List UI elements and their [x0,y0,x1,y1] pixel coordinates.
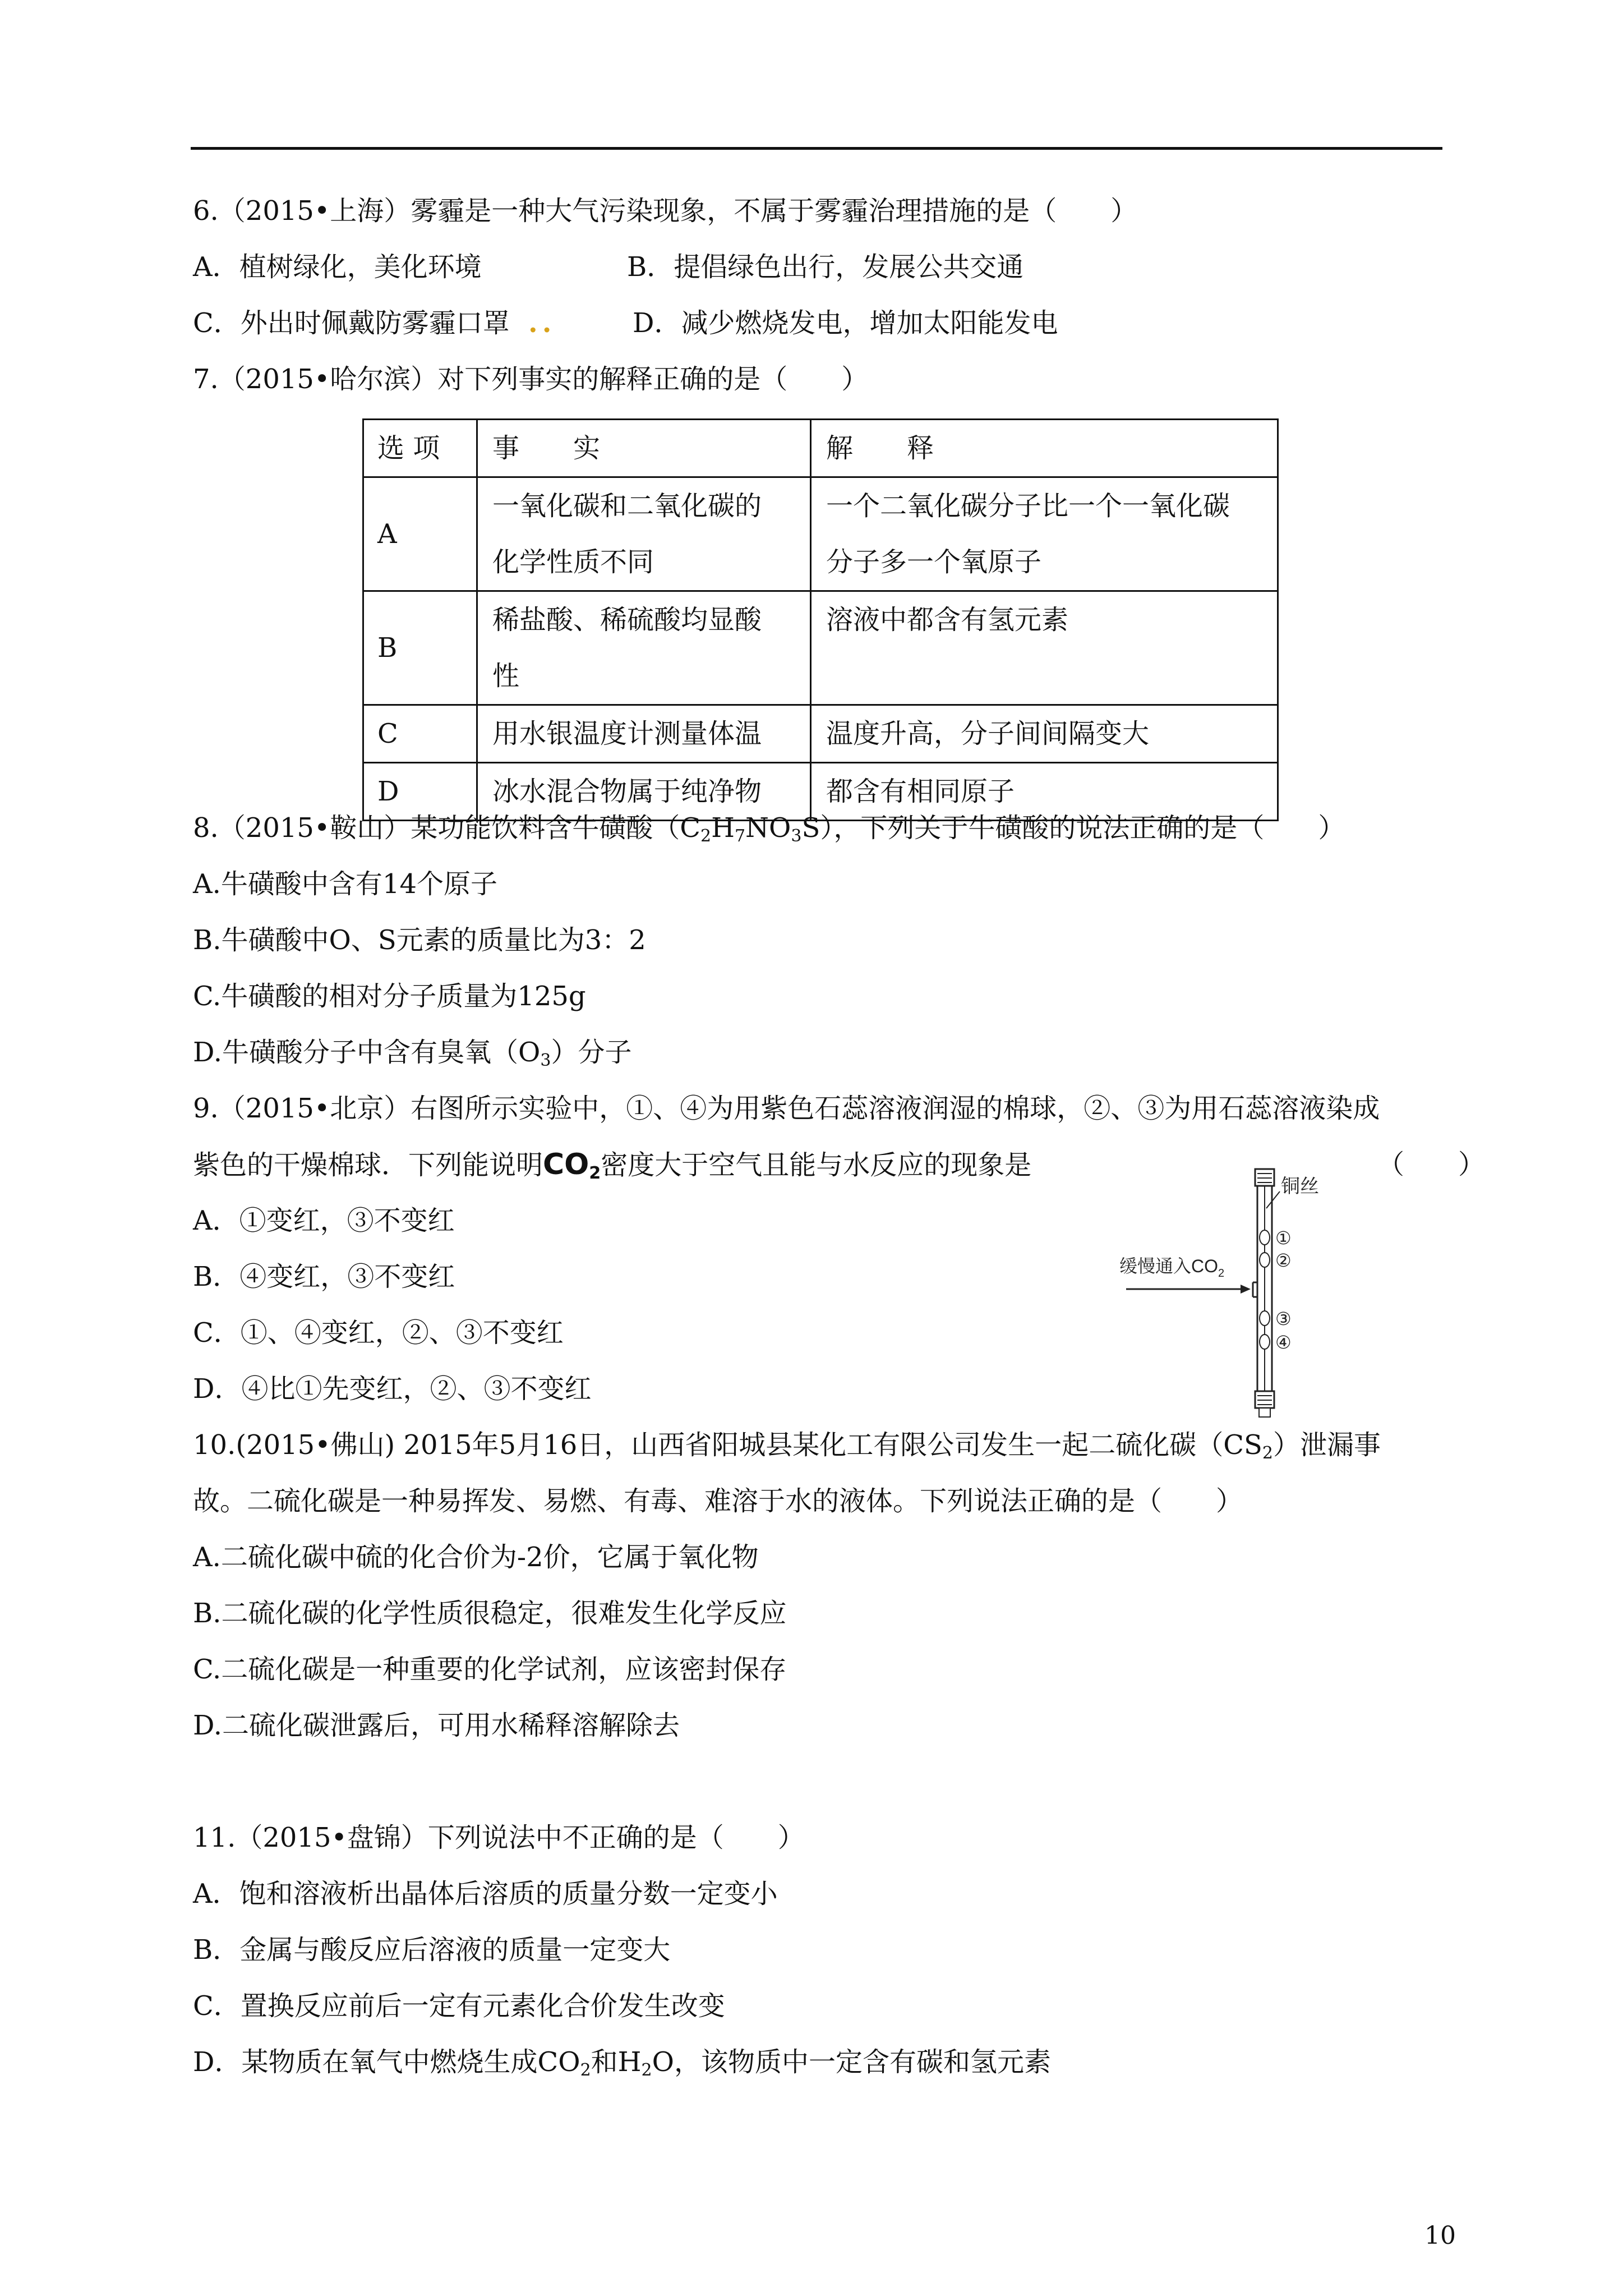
q9-stem-post: 密度大于空气且能与水反应的现象是 [601,1149,1032,1181]
emphasis-dots: .. [528,307,556,339]
ball-label-4: ④ [1275,1332,1292,1353]
q8-option-d-pre: D.牛磺酸分子中含有臭氧（O [193,1037,541,1068]
ball-label-1: ① [1275,1227,1292,1249]
inlet-label: 缓慢通入$CO_2$ [1119,1256,1225,1280]
q11-option-d-post: O，该物质中一定含有碳和氢元素 [652,2046,1051,2078]
table-header-row [363,420,1278,477]
experiment-figure [1116,1167,1352,1419]
table-header-fact: 事 实 [477,420,811,477]
q10-option-a: A.二硫化碳中硫的化合价为-2价，它属于氧化物 [193,1542,759,1573]
q6-stem: 6.（2015•上海）雾霾是一种大气污染现象，不属于雾霾治理措施的是（ ） [193,195,1138,227]
q8-option-c: C.牛磺酸的相对分子质量为125g [193,981,586,1012]
row-explanation-line: 溶液中都含有氢元素 [826,604,1069,636]
q10-option-b: B.二硫化碳的化学性质很稳定，很难发生化学反应 [193,1598,787,1629]
row-fact: 冰水混合物属于纯净物 [477,763,811,821]
q10-stem-line2: 故。二硫化碳是一种易挥发、易燃、有毒、难溶于水的液体。下列说法正确的是（ ） [193,1485,1243,1517]
q11-option-a: A．饱和溶液析出晶体后溶质的质量分数一定变小 [193,1878,778,1910]
cotton-ball [1260,1230,1270,1245]
table-header-option: 选 项 [363,420,477,477]
q7-stem: 7.（2015•哈尔滨）对下列事实的解释正确的是（ ） [193,364,869,395]
q8-option-d-post: ）分子 [551,1037,632,1068]
row-explanation-line: 分子多一个氧原子 [826,546,1042,578]
row-fact [477,591,811,705]
q11-option-d: D．某物质在氧气中燃烧生成$CO_2$和$H_2O$，该物质中一定含有碳和氢元素 [193,2046,1051,2080]
cotton-ball [1260,1311,1270,1326]
q8-stem-post: S），下列关于牛磺酸的说法正确的是（ ） [801,812,1345,844]
q9-answer-bracket: （ ） [1377,1149,1486,1180]
q9-option-a: A．①变红，③不变红 [193,1205,455,1236]
q8-option-a: A.牛磺酸中含有14个原子 [193,868,498,900]
header-rule [191,147,1442,150]
row-explanation [811,591,1278,705]
row-fact-line: 稀盐酸、稀硫酸均显酸 [492,604,762,636]
q6-option-c: C．外出时佩戴防雾霾口罩 [193,307,510,339]
q10-option-d: D.二硫化碳泄露后，可用水稀释溶解除去 [193,1710,680,1741]
glass-tube-diagram [1116,1167,1352,1419]
q9-option-c: C．①、④变红，②、③不变红 [193,1317,564,1349]
q8-stem: 8.（2015•鞍山）某功能饮料含牛磺酸$(C_2H_7NO_3S)$，下列关于牛磺酸的说法正确的是（ ） [193,812,1345,846]
q9-option-b: B．④变红，③不变红 [193,1261,455,1292]
q9-stem-line1: 9.（2015•北京）右图所示实验中，①、④为用紫色石蕊溶液润湿的棉球，②、③为用石蕊溶液染成 [193,1093,1380,1124]
q8-stem-pre: 8.（2015•鞍山）某功能饮料含牛磺酸（C [193,812,700,844]
q9-option-d: D．④比①先变红，②、③不变红 [193,1373,592,1405]
wire-label: 铜丝 [1281,1176,1319,1197]
row-explanation: 都含有相同原子 [811,763,1278,821]
table-header-explanation: 解 释 [811,420,1278,477]
cotton-ball [1260,1253,1270,1267]
q10-stem-line1: 10.(2015•佛山) 2015年5月16日，山西省阳城县某化工有限公司发生一起二硫化碳$(CS_2)$泄漏事 [193,1429,1381,1463]
q8-option-b: B.牛磺酸中O、S元素的质量比为3：2 [193,924,646,956]
row-explanation: 温度升高，分子间间隔变大 [811,705,1278,763]
q10-option-c: C.二硫化碳是一种重要的化学试剂，应该密封保存 [193,1654,787,1685]
q9-stem-line2: 紫色的干燥棉球．下列能说明$CO_2$密度大于空气且能与水反应的现象是 [193,1148,1032,1183]
q11-stem: 11.（2015•盘锦）下列说法中不正确的是（ ） [193,1822,805,1853]
facts-table [362,418,1279,821]
ball-label-2: ② [1275,1250,1292,1271]
row-fact: 用水银温度计测量体温 [477,705,811,763]
q11-option-c: C．置换反应前后一定有元素化合价发生改变 [193,1990,725,2022]
row-explanation [811,477,1278,591]
cotton-ball [1260,1335,1270,1349]
q9-stem-pre: 紫色的干燥棉球．下列能说明 [193,1149,543,1181]
q11-option-d-pre: D．某物质在氧气中燃烧生成CO [193,2046,580,2078]
row-explanation-line: 一个二氧化碳分子比一个一氧化碳 [826,490,1230,522]
table-row [363,591,1278,705]
q6-option-b: B．提倡绿色出行，发展公共交通 [627,251,1024,283]
inlet-label-text: 缓慢通入CO [1119,1256,1219,1276]
q11-option-d-mid: 和H [591,2046,642,2078]
row-option: C [363,705,477,763]
q10-stem-post: ）泄漏事 [1273,1429,1381,1461]
q11-option-b: B．金属与酸反应后溶液的质量一定变大 [193,1934,671,1966]
row-option: A [363,477,477,591]
row-option: D [363,763,477,821]
q8-option-d: D.牛磺酸分子中含有臭氧$(O_3)$分子 [193,1037,632,1070]
page-number: 10 [1424,2221,1456,2250]
row-fact-line: 性 [492,660,520,692]
table-row [363,477,1278,591]
row-fact-line: 一氧化碳和二氧化碳的 [492,490,762,522]
table-row [363,705,1278,763]
row-fact-line: 化学性质不同 [492,546,654,578]
row-fact [477,477,811,591]
row-option: B [363,591,477,705]
q6-option-d: D．减少燃烧发电，增加太阳能发电 [633,307,1058,339]
q10-stem-pre: 10.(2015•佛山) 2015年5月16日，山西省阳城县某化工有限公司发生一起二硫化碳（CS [193,1429,1262,1461]
ball-label-3: ③ [1275,1308,1292,1329]
q6-option-a: A．植树绿化，美化环境 [193,251,482,283]
